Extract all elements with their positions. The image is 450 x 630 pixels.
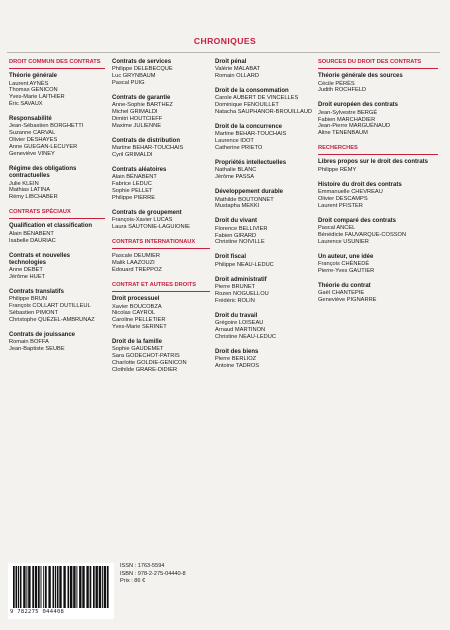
chronicle-group bbox=[112, 339, 210, 374]
author-name: Nicolas CAYROL bbox=[112, 310, 156, 317]
chronicle-group bbox=[215, 88, 315, 116]
chronicle-heading: Droit de la concurrence bbox=[215, 124, 283, 131]
barcode-bar bbox=[59, 566, 61, 608]
chronicle-heading: Droit fiscal bbox=[215, 254, 247, 261]
author-name: Michel GRIMALDI bbox=[112, 109, 158, 116]
barcode-bar bbox=[48, 566, 50, 608]
chronicle-heading: Contrats aléatoires bbox=[112, 167, 167, 174]
title-rule bbox=[7, 52, 440, 53]
chronicle-heading: Développement durable bbox=[215, 189, 284, 196]
chronicle-group bbox=[215, 189, 315, 210]
chronicle-group bbox=[215, 124, 315, 152]
barcode-bar bbox=[102, 566, 103, 608]
chronicle-heading: Droit du vivant bbox=[215, 218, 258, 225]
author-name: Yves-Marie SERINET bbox=[112, 324, 167, 331]
chronicle-heading: Droit comparé des contrats bbox=[318, 217, 397, 224]
chronicle-heading: Contrats de groupement bbox=[112, 209, 182, 216]
barcode-bar bbox=[53, 566, 55, 608]
author-name: Grégoire LOISEAU bbox=[215, 319, 264, 326]
author-name: Suzanne CARVAL bbox=[9, 130, 56, 137]
barcode-bar bbox=[32, 566, 34, 608]
isbn: ISBN : 978-2-275-04440-8 bbox=[120, 570, 186, 577]
chronicle-group bbox=[215, 313, 315, 341]
author-name: Philippe DELEBECQUE bbox=[112, 66, 173, 73]
author-name: Jean-Sylvestre BERGÉ bbox=[318, 109, 378, 116]
chronicle-group bbox=[9, 289, 105, 324]
author-name: Christine NOIVILLE bbox=[215, 239, 265, 246]
section-heading: RECHERCHES bbox=[318, 145, 438, 155]
author-name: Jérôme PASSA bbox=[215, 174, 255, 181]
chronicle-group bbox=[215, 59, 315, 80]
barcode-bar bbox=[28, 566, 30, 608]
author-name: Sébastien PIMONT bbox=[9, 310, 58, 317]
chronicle-group bbox=[9, 223, 105, 244]
chronicle-group bbox=[9, 253, 105, 281]
author-name: Cyril GRIMALDI bbox=[112, 152, 153, 159]
chronicle-heading: Droit du travail bbox=[215, 312, 258, 319]
chronicle-group bbox=[112, 95, 210, 130]
barcode-bar bbox=[76, 566, 77, 608]
author-name: Alain BÉNABENT bbox=[9, 230, 54, 237]
author-name: Valérie MALABAT bbox=[215, 66, 260, 73]
author-name: Pierre-Yves GAUTIER bbox=[318, 267, 375, 274]
barcode-bar bbox=[107, 566, 109, 608]
chronicle-group bbox=[318, 73, 438, 94]
author-name: François CHÉNEDÉ bbox=[318, 260, 370, 267]
barcode-bar bbox=[68, 566, 70, 608]
author-name: Olivier DESHAYES bbox=[9, 137, 58, 144]
author-name: Sophie GAUDEMET bbox=[112, 346, 164, 353]
barcode-bar bbox=[79, 566, 81, 608]
author-name: Florence BELLIVIER bbox=[215, 225, 268, 232]
author-name: Alain BÉNABENT bbox=[112, 174, 157, 181]
barcode-bar bbox=[23, 566, 25, 608]
publication-info bbox=[120, 563, 186, 586]
author-name: Rémy LIBCHABER bbox=[9, 194, 58, 201]
author-name: Laurent AYNÈS bbox=[9, 80, 49, 87]
author-name: Isabelle DAURIAC bbox=[9, 237, 56, 244]
chronicle-heading: Théorie générale bbox=[9, 73, 58, 80]
author-name: Arnaud MARTINON bbox=[215, 326, 266, 333]
chronicle-heading: Droit de la consommation bbox=[215, 88, 289, 95]
author-name: Laura SAUTONIE-LAGUIONIE bbox=[112, 224, 190, 231]
chronicle-heading: Droit des biens bbox=[215, 348, 259, 355]
author-name: Gaël CHANTEPIE bbox=[318, 290, 365, 297]
barcode-bar bbox=[86, 566, 88, 608]
barcode-bar bbox=[43, 566, 44, 608]
chronicle-group bbox=[9, 166, 105, 201]
author-name: Aline TENENBAUM bbox=[318, 130, 368, 137]
author-name: Carole AUBERT DE VINCELLES bbox=[215, 95, 299, 102]
author-name: Clothilde GRARE-DIDIER bbox=[112, 367, 178, 374]
chronicle-heading: Théorie générale des sources bbox=[318, 73, 403, 80]
chronicle-group bbox=[318, 182, 438, 210]
barcode-bar bbox=[35, 566, 37, 608]
author-name: Cécile PÉRÈS bbox=[318, 80, 355, 87]
author-name: Charlotte GOLDIE-GENICON bbox=[112, 360, 187, 367]
barcode bbox=[8, 563, 114, 619]
chronicle-heading: Propriétés intellectuelles bbox=[215, 160, 287, 167]
author-name: Laurent PFISTER bbox=[318, 202, 363, 209]
barcode-bar bbox=[55, 566, 56, 608]
section-heading: DROIT COMMUN DES CONTRATS bbox=[9, 59, 105, 69]
author-name: Emmanuelle CHEVREAU bbox=[318, 188, 383, 195]
chronicle-group bbox=[215, 254, 315, 268]
author-name: Martine BEHAR-TOUCHAIS bbox=[112, 145, 184, 152]
author-name: Jérôme HUET bbox=[9, 274, 46, 281]
barcode-bar bbox=[90, 566, 92, 608]
chronicle-group bbox=[9, 332, 105, 353]
barcode-bar bbox=[16, 566, 18, 608]
barcode-bar bbox=[38, 566, 40, 608]
author-name: Malik LAAZOUZI bbox=[112, 260, 155, 267]
author-name: Luc GRYNBAUM bbox=[112, 73, 156, 80]
author-name: Pierre BRUNET bbox=[215, 283, 256, 290]
barcode-bar bbox=[26, 566, 27, 608]
chronicle-group bbox=[318, 102, 438, 137]
chronicle-heading: Droit de la famille bbox=[112, 339, 163, 346]
author-name: Anne GUEGAN-LECUYER bbox=[9, 144, 78, 151]
chronicle-heading: Régime des obligations contractuelles bbox=[9, 165, 77, 180]
barcode-bar bbox=[70, 566, 72, 608]
chronicle-group bbox=[215, 349, 315, 370]
barcode-bar bbox=[73, 566, 75, 608]
chronicle-heading: Contrats translatifs bbox=[9, 288, 65, 295]
author-name: François-Xavier LUCAS bbox=[112, 217, 173, 224]
barcode-bar bbox=[57, 566, 59, 608]
author-name: Pascal PUIG bbox=[112, 80, 145, 87]
barcode-bar bbox=[63, 566, 65, 608]
section-heading: SOURCES DU DROIT DES CONTRATS bbox=[318, 59, 438, 69]
barcode-bar bbox=[104, 566, 106, 608]
author-name: Yves-Marie LAITHIER bbox=[9, 94, 65, 101]
barcode-bar bbox=[41, 566, 42, 608]
author-name: Frédéric ROLIN bbox=[215, 297, 255, 304]
chronicle-group bbox=[112, 59, 210, 87]
author-name: Geneviève VINEY bbox=[9, 151, 55, 158]
barcode-bar bbox=[18, 566, 19, 608]
chronicle-heading: Responsabilité bbox=[9, 116, 52, 123]
author-name: Philippe BRUN bbox=[9, 296, 47, 303]
author-name: Thomas GENICON bbox=[9, 87, 58, 94]
author-name: Geneviève PIGNARRE bbox=[318, 296, 377, 303]
chronicle-heading: Libres propos sur le droit des contrats bbox=[318, 159, 429, 166]
author-name: Martine BEHAR-TOUCHAIS bbox=[215, 131, 287, 138]
chronicle-heading: Droit processuel bbox=[112, 296, 160, 303]
chronicle-group bbox=[9, 73, 105, 108]
chronicle-group bbox=[9, 116, 105, 158]
author-name: Mathias LATINA bbox=[9, 187, 50, 194]
price: Prix : 86 € bbox=[120, 578, 146, 585]
chronicle-group bbox=[112, 167, 210, 202]
author-name: Fabien GIRARD bbox=[215, 232, 257, 239]
chronicle-group bbox=[112, 253, 210, 274]
author-name: Édouard TREPPOZ bbox=[112, 267, 162, 274]
author-name: Fabrice LEDUC bbox=[112, 181, 152, 188]
author-name: Jean-Baptiste SEUBE bbox=[9, 346, 65, 353]
author-name: Romain BOFFA bbox=[9, 339, 49, 346]
chronicle-group bbox=[318, 159, 438, 173]
author-name: Jean-Sébastien BORGHETTI bbox=[9, 123, 84, 130]
author-name: Pierre BERLIOZ bbox=[215, 355, 257, 362]
barcode-bar bbox=[45, 566, 47, 608]
barcode-bar bbox=[13, 566, 15, 608]
chronicle-heading: Contrats de garantie bbox=[112, 95, 171, 102]
author-name: Caroline PELLETIER bbox=[112, 317, 166, 324]
author-name: Anne DEBET bbox=[9, 267, 43, 274]
chronicle-heading: Histoire du droit des contrats bbox=[318, 181, 402, 188]
chronicle-group bbox=[112, 296, 210, 331]
author-name: Xavier BOUCOBZA bbox=[112, 303, 162, 310]
chronicle-heading: Droit administratif bbox=[215, 276, 267, 283]
chronicle-heading: Contrats de services bbox=[112, 59, 172, 65]
barcode-bar bbox=[20, 566, 22, 608]
column-2 bbox=[112, 56, 210, 382]
author-name: Nathalie BLANC bbox=[215, 167, 257, 174]
page-title: CHRONIQUES bbox=[193, 36, 257, 46]
column-3 bbox=[215, 56, 315, 378]
section-heading: CONTRAT ET AUTRES DROITS bbox=[112, 282, 210, 292]
barcode-bar bbox=[93, 566, 95, 608]
chronicle-group bbox=[318, 283, 438, 304]
barcode-number: 9 782275 044408 bbox=[10, 609, 65, 615]
column-1 bbox=[9, 56, 105, 361]
author-name: Fabien MARCHADIER bbox=[318, 116, 376, 123]
author-name: Jean-Pierre MARGUÉNAUD bbox=[318, 123, 391, 130]
chronicle-group bbox=[112, 138, 210, 159]
author-name: Dominique FENOUILLET bbox=[215, 102, 279, 109]
chronicle-heading: Contrats de jouissance bbox=[9, 331, 76, 338]
author-name: Romain OLLARD bbox=[215, 73, 259, 80]
author-name: Mathilde BOUTONNET bbox=[215, 196, 274, 203]
barcode-bar bbox=[96, 566, 98, 608]
author-name: Philippe PIERRE bbox=[112, 195, 155, 202]
author-name: Sophie PELLET bbox=[112, 188, 153, 195]
author-name: Julie KLEIN bbox=[9, 180, 39, 187]
author-name: Pascale DEUMIER bbox=[112, 253, 161, 260]
author-name: Philippe NEAU-LEDUC bbox=[215, 261, 274, 268]
author-name: François COLLART DUTILLEUL bbox=[9, 303, 91, 310]
chronicle-heading: Théorie du contrat bbox=[318, 282, 371, 289]
author-name: Éric SAVAUX bbox=[9, 101, 43, 108]
author-name: Laurence USUNIER bbox=[318, 238, 369, 245]
author-name: Anne-Sophie BARTHEZ bbox=[112, 102, 173, 109]
chronicle-heading: Droit européen des contrats bbox=[318, 102, 399, 109]
author-name: Christophe QUÉZEL-AMBRUNAZ bbox=[9, 317, 95, 323]
chronicle-group bbox=[215, 160, 315, 181]
chronicle-group bbox=[215, 277, 315, 305]
author-name: Antoine TADROS bbox=[215, 362, 260, 369]
author-name: Maxime JULIENNE bbox=[112, 123, 161, 130]
chronicle-heading: Qualification et classification bbox=[9, 223, 93, 230]
chronicle-heading: Contrats de distribution bbox=[112, 137, 180, 144]
barcode-bars bbox=[13, 566, 109, 608]
author-name: Catherine PRIETO bbox=[215, 145, 263, 152]
author-name: Laurence IDOT bbox=[215, 138, 254, 145]
author-name: Mustapha MEKKI bbox=[215, 203, 260, 210]
author-name: Natacha SAUPHANOR-BROUILLAUD bbox=[215, 109, 313, 116]
chronicle-heading: Droit pénal bbox=[215, 59, 247, 65]
barcode-bar bbox=[99, 566, 101, 608]
issn: ISSN : 1763-5594 bbox=[120, 563, 165, 569]
barcode-bar bbox=[82, 566, 84, 608]
author-name: Bénédicte FAUVARQUE-COSSON bbox=[318, 231, 407, 238]
author-name: Judith ROCHFELD bbox=[318, 87, 367, 94]
chronicle-heading: Un auteur, une idée bbox=[318, 253, 374, 260]
author-name: Sara GODECHOT-PATRIS bbox=[112, 353, 180, 360]
column-4 bbox=[318, 56, 438, 312]
chronicle-group bbox=[318, 218, 438, 246]
section-heading: CONTRATS INTERNATIONAUX bbox=[112, 239, 210, 249]
chronicle-group bbox=[318, 254, 438, 275]
section-heading: CONTRATS SPÉCIAUX bbox=[9, 209, 105, 219]
author-name: Pascal ANCEL bbox=[318, 224, 356, 231]
author-name: Rozen NOGUELLOU bbox=[215, 290, 269, 297]
author-name: Dimitri HOUTCIEFF bbox=[112, 116, 163, 123]
author-name: Christine NEAU-LEDUC bbox=[215, 333, 276, 340]
chronicle-heading: Contrats et nouvelles technologies bbox=[9, 252, 71, 266]
chronicle-group bbox=[215, 218, 315, 246]
author-name: Olivier DESCAMPS bbox=[318, 195, 368, 202]
chronicle-group bbox=[112, 210, 210, 231]
author-name: Philippe RÉMY bbox=[318, 166, 357, 173]
